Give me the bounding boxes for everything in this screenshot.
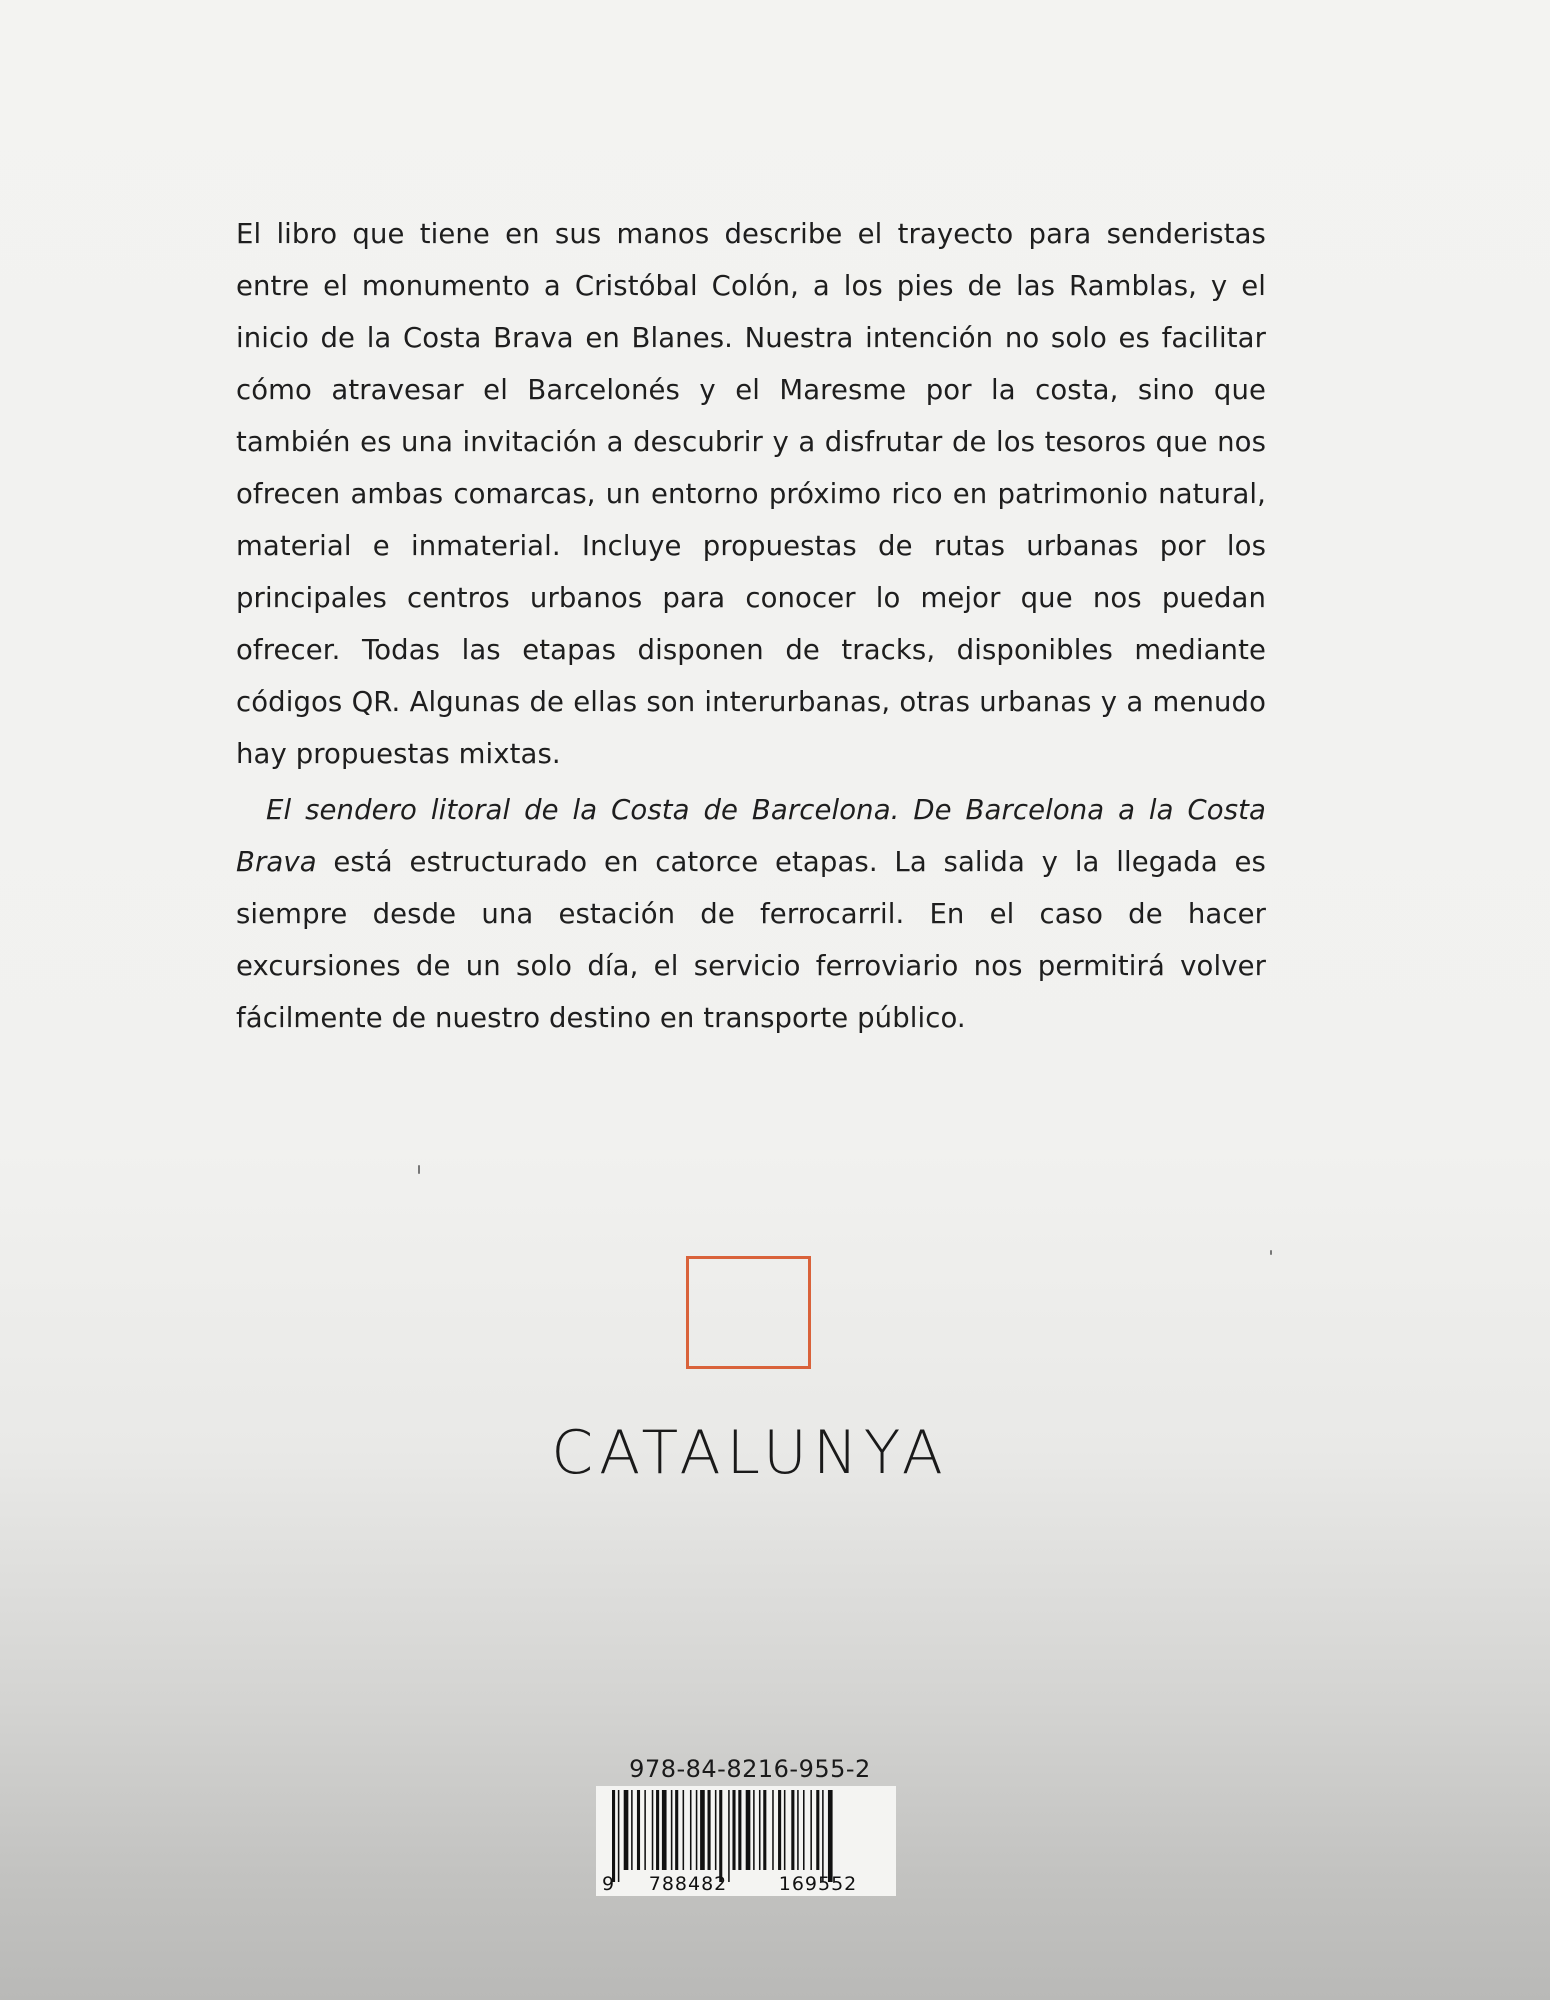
barcode-bar [732,1790,735,1870]
blurb-paragraph-2-text: está estructurado en catorce etapas. La salida y la llegada es siempre desde una estación de ferrocarril. En el caso de hacer excursiones de un solo día, el servicio ferroviario nos permitirá volver fácilmente de nuestro destino en transporte público. [236,846,1266,1034]
blurb-paragraph-2 [236,784,1266,1044]
blurb-paragraph-1: El libro que tiene en sus manos describe el trayecto para senderistas entre el monumento a Cristóbal Colón, a los pies de las Ramblas, y el inicio de la Costa Brava en Blanes. Nuestra intención no solo es facilitar cómo atravesar el Barcelonés y el Maresme por la costa, sino que también es una invitación a descubrir y a disfrutar de los tesoros que nos ofrecen ambas comarcas, un entorno próximo rico en patrimonio natural, material e inmaterial. Incluye propuestas de rutas urbanas por los principales centros urbanos para conocer lo mejor que nos puedan ofrecer. Todas las etapas disponen de tracks, disponibles mediante códigos QR. Algunas de ellas son interurbanas, otras urbanas y a menudo hay propuestas mixtas. [236,218,1266,770]
barcode [596,1786,896,1896]
publisher-logo-text: CATALUNYA [551,1418,949,1488]
barcode-bar [637,1790,640,1870]
scuff-mark [418,1165,420,1174]
barcode-bar [644,1790,646,1870]
barcode-bar [675,1790,678,1870]
barcode-bar [671,1790,673,1870]
barcode-bar [728,1790,730,1882]
barcode-bar [656,1790,659,1870]
barcode-bar [631,1790,633,1870]
barcode-bar [624,1790,629,1870]
barcode-bar [763,1790,766,1870]
barcode-bar [759,1790,761,1870]
barcode-bar [715,1790,717,1870]
barcode-bar [791,1790,794,1870]
barcode-bar [772,1790,774,1870]
scuff-mark [1270,1250,1272,1255]
book-title: El sendero litoral de la Costa de Barcelona. De Barcelona a la Costa Brava [236,794,1266,878]
barcode-bar [822,1790,824,1882]
barcode-digits-group-2: 169552 [778,1873,858,1895]
barcode-bar [816,1790,819,1870]
barcode-bar [618,1790,620,1882]
barcode-bar [746,1790,751,1870]
isbn-number: 978-84-8216-955-2 [629,1755,871,1783]
barcode-bar [797,1790,799,1870]
barcode-bar [690,1790,692,1870]
barcode-bar [738,1790,741,1870]
barcode-bar [700,1790,705,1870]
barcode-bar [784,1790,786,1870]
barcode-bar [719,1790,722,1882]
barcode-bar [683,1790,685,1870]
logo-square-icon [686,1256,811,1369]
barcode-bar [612,1790,615,1882]
barcode-bar [810,1790,812,1870]
barcode-bar [662,1790,667,1870]
blurb-text [236,208,1266,1044]
barcode-bar [803,1790,805,1870]
barcode-bar [652,1790,654,1870]
barcode-bar [696,1790,698,1870]
barcode-bar [753,1790,755,1870]
barcode-bar [708,1790,711,1870]
barcode-digits-group-1: 788482 [648,1873,728,1895]
barcode-bar [778,1790,781,1870]
barcode-bar [828,1790,833,1882]
barcode-digit-first: 9 [602,1873,615,1895]
